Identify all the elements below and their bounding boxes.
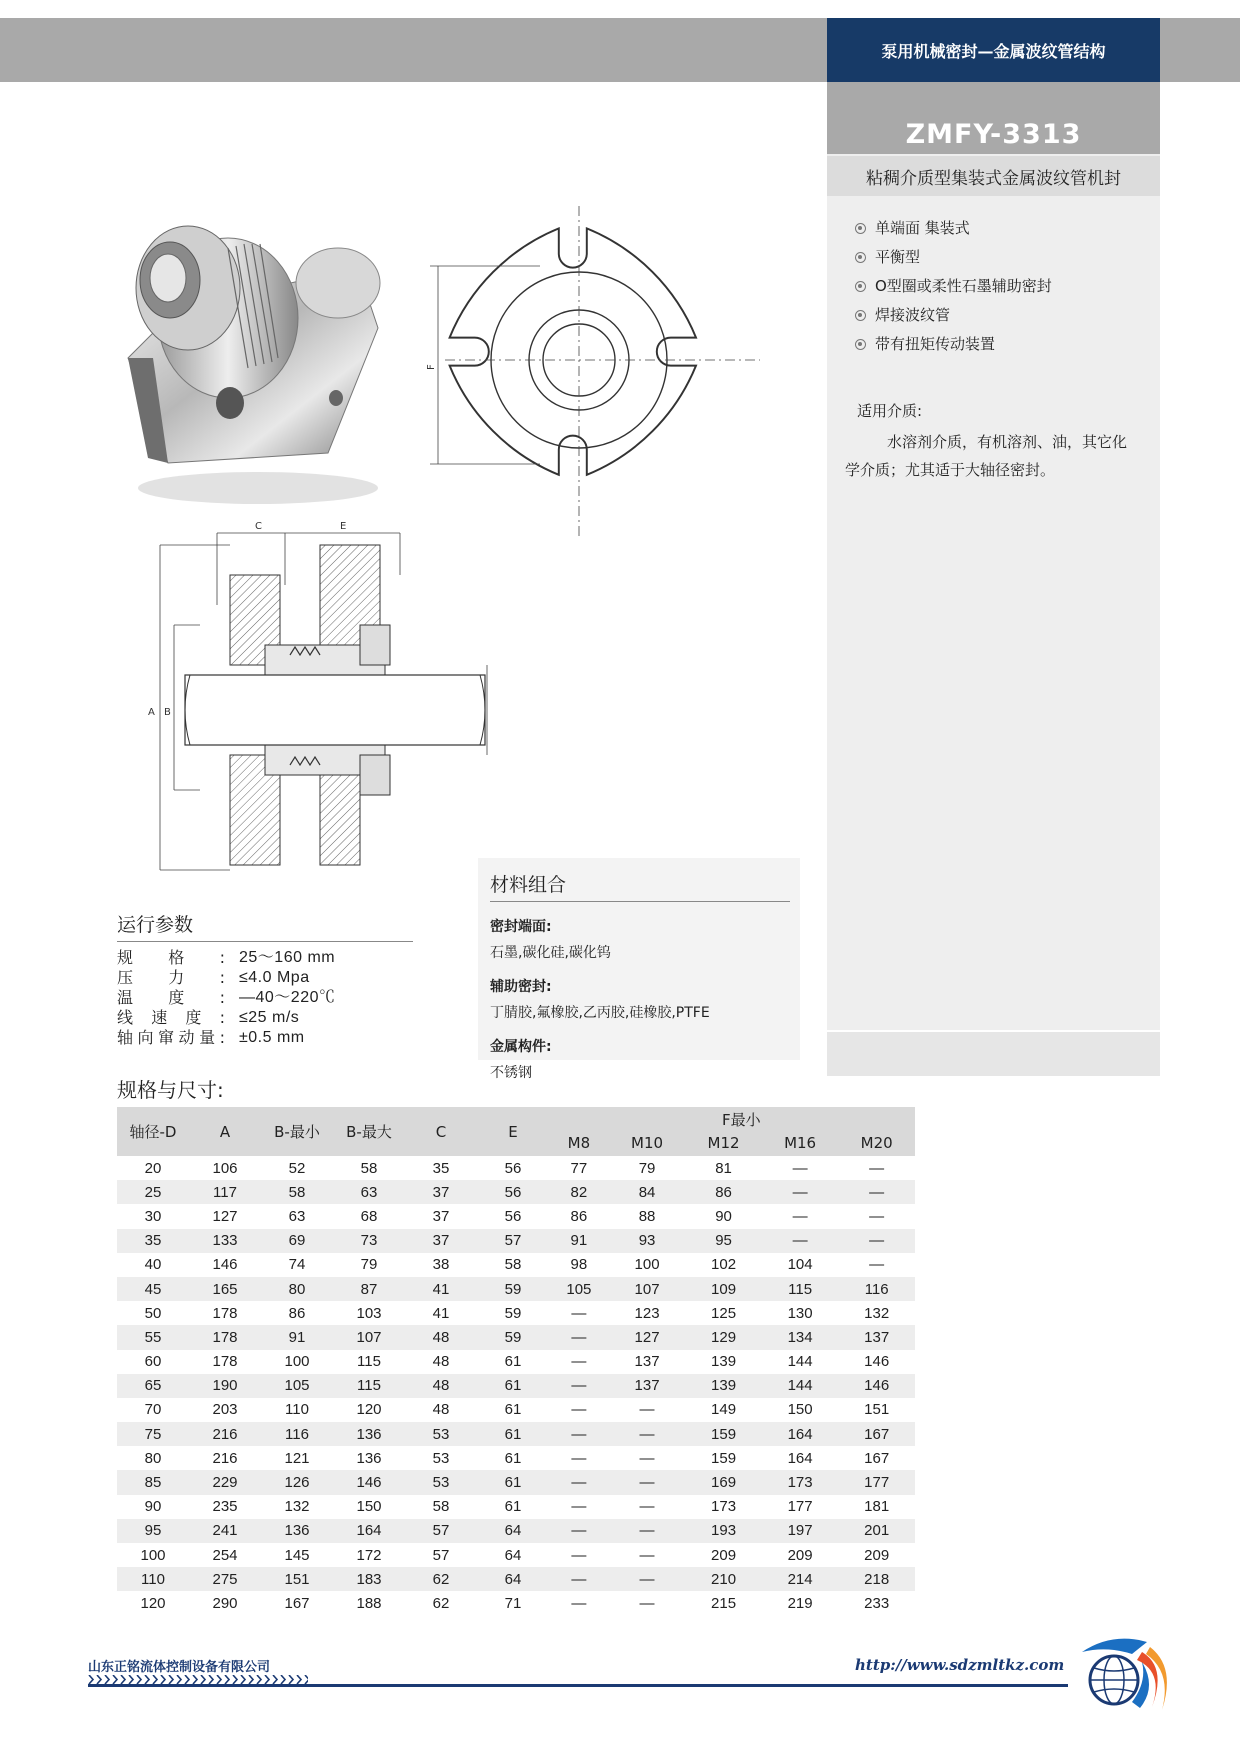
aux-seal-label: 辅助密封:: [490, 979, 552, 995]
table-cell: 181: [838, 1495, 915, 1519]
table-cell: 126: [261, 1470, 333, 1494]
metal-parts-value: 不锈钢: [490, 1065, 532, 1081]
table-row: [117, 1446, 915, 1470]
table-cell: 25: [117, 1180, 189, 1204]
svg-text:A: A: [148, 707, 155, 718]
feature-item: O型圈或柔性石墨辅助密封: [855, 272, 1052, 301]
table-cell: 59: [477, 1301, 549, 1325]
params-table: [117, 948, 336, 1048]
table-cell: 37: [405, 1229, 477, 1253]
table-cell: 214: [762, 1567, 839, 1591]
table-cell: 69: [261, 1229, 333, 1253]
table-cell: 79: [609, 1156, 686, 1180]
table-cell: 95: [685, 1229, 762, 1253]
table-row: [117, 1470, 915, 1494]
table-cell: 60: [117, 1350, 189, 1374]
param-row: 压力: ≤4.0 Mpa: [117, 968, 310, 987]
table-cell: 173: [685, 1495, 762, 1519]
seal-face-value: 石墨,碳化硅,碳化钨: [490, 945, 611, 961]
table-cell: 132: [261, 1495, 333, 1519]
table-cell: 178: [189, 1325, 261, 1349]
table-cell: 164: [762, 1446, 839, 1470]
param-row: 温度: —40～220℃: [117, 988, 336, 1007]
table-cell: 132: [838, 1301, 915, 1325]
col-header: E: [477, 1107, 549, 1156]
table-cell: 86: [261, 1301, 333, 1325]
table-cell: —: [549, 1301, 609, 1325]
chevron-strip: [88, 1675, 1068, 1684]
table-cell: 188: [333, 1591, 405, 1615]
seal-face-label: 密封端面:: [490, 919, 552, 935]
table-cell: 123: [609, 1301, 686, 1325]
table-cell: 73: [333, 1229, 405, 1253]
table-cell: 41: [405, 1301, 477, 1325]
table-cell: 150: [762, 1398, 839, 1422]
table-cell: 209: [685, 1543, 762, 1567]
product-photo: [108, 208, 398, 508]
table-cell: 48: [405, 1325, 477, 1349]
table-cell: 20: [117, 1156, 189, 1180]
table-cell: 71: [477, 1591, 549, 1615]
table-cell: 183: [333, 1567, 405, 1591]
table-cell: 70: [117, 1398, 189, 1422]
table-cell: 65: [117, 1374, 189, 1398]
table-cell: 57: [405, 1519, 477, 1543]
feature-item: 平衡型: [855, 243, 1052, 272]
table-cell: 115: [333, 1350, 405, 1374]
table-cell: 98: [549, 1253, 609, 1277]
front-view-drawing: [426, 206, 770, 536]
table-cell: 105: [261, 1374, 333, 1398]
table-row: [117, 1495, 915, 1519]
table-row: [117, 1180, 915, 1204]
table-cell: 48: [405, 1374, 477, 1398]
table-cell: 193: [685, 1519, 762, 1543]
table-cell: 139: [685, 1374, 762, 1398]
table-cell: 130: [762, 1301, 839, 1325]
category-title: 泵用机械密封—金属波纹管结构: [827, 18, 1160, 82]
table-cell: 159: [685, 1422, 762, 1446]
table-cell: 58: [333, 1156, 405, 1180]
table-cell: 48: [405, 1350, 477, 1374]
table-cell: 146: [189, 1253, 261, 1277]
table-cell: 275: [189, 1567, 261, 1591]
table-cell: 91: [261, 1325, 333, 1349]
table-cell: 53: [405, 1446, 477, 1470]
table-cell: 59: [477, 1277, 549, 1301]
svg-text:E: E: [340, 521, 347, 532]
product-name: 粘稠介质型集装式金属波纹管机封: [827, 156, 1160, 196]
table-cell: 35: [117, 1229, 189, 1253]
table-cell: —: [838, 1180, 915, 1204]
spec-header-row: [117, 1107, 915, 1130]
table-cell: 120: [333, 1398, 405, 1422]
table-cell: —: [549, 1446, 609, 1470]
table-cell: 86: [685, 1180, 762, 1204]
table-row: [117, 1204, 915, 1228]
materials-title: 材料组合: [490, 870, 790, 902]
table-cell: —: [549, 1543, 609, 1567]
feature-item: 单端面 集装式: [855, 214, 1052, 243]
col-header: C: [405, 1107, 477, 1156]
col-header: A: [189, 1107, 261, 1156]
table-cell: 117: [189, 1180, 261, 1204]
company-logo-icon: [1072, 1632, 1180, 1712]
table-cell: —: [762, 1180, 839, 1204]
table-cell: 216: [189, 1422, 261, 1446]
table-cell: —: [549, 1398, 609, 1422]
table-cell: 85: [117, 1470, 189, 1494]
table-cell: 216: [189, 1446, 261, 1470]
table-cell: 203: [189, 1398, 261, 1422]
col-header: M12: [685, 1130, 762, 1156]
table-cell: 146: [838, 1374, 915, 1398]
table-cell: 30: [117, 1204, 189, 1228]
table-cell: 64: [477, 1567, 549, 1591]
table-cell: 61: [477, 1470, 549, 1494]
table-cell: 74: [261, 1253, 333, 1277]
table-row: [117, 1156, 915, 1180]
table-cell: 61: [477, 1398, 549, 1422]
table-cell: —: [609, 1495, 686, 1519]
table-cell: 110: [117, 1567, 189, 1591]
table-cell: 107: [609, 1277, 686, 1301]
svg-text:B: B: [164, 707, 171, 718]
table-cell: —: [838, 1253, 915, 1277]
media-description: 水溶剂介质，有机溶剂、油，其它化学介质；尤其适于大轴径密封。: [845, 433, 1128, 479]
table-cell: —: [838, 1229, 915, 1253]
table-cell: 201: [838, 1519, 915, 1543]
table-cell: 80: [117, 1446, 189, 1470]
table-cell: 165: [189, 1277, 261, 1301]
table-cell: 167: [261, 1591, 333, 1615]
table-cell: 136: [333, 1446, 405, 1470]
table-cell: 61: [477, 1495, 549, 1519]
table-cell: 59: [477, 1325, 549, 1349]
table-row: [117, 1350, 915, 1374]
table-cell: 62: [405, 1567, 477, 1591]
side-panel-footer: [827, 1030, 1160, 1076]
svg-text:F: F: [426, 364, 437, 370]
table-cell: —: [609, 1422, 686, 1446]
media-title: 适用介质:: [857, 402, 923, 420]
table-cell: —: [609, 1591, 686, 1615]
table-cell: 37: [405, 1204, 477, 1228]
col-header: B-最大: [333, 1107, 405, 1156]
col-header: M20: [838, 1130, 915, 1156]
table-cell: —: [609, 1567, 686, 1591]
table-cell: 177: [762, 1495, 839, 1519]
table-cell: 116: [838, 1277, 915, 1301]
table-cell: —: [549, 1519, 609, 1543]
table-row: [117, 1398, 915, 1422]
table-cell: 64: [477, 1543, 549, 1567]
spec-table-body: [117, 1156, 915, 1616]
table-cell: 167: [838, 1446, 915, 1470]
col-header: M8: [549, 1130, 609, 1156]
table-cell: 107: [333, 1325, 405, 1349]
table-cell: 48: [405, 1398, 477, 1422]
spec-title: 规格与尺寸:: [117, 1078, 224, 1102]
table-row: [117, 1519, 915, 1543]
table-cell: 81: [685, 1156, 762, 1180]
table-cell: —: [549, 1374, 609, 1398]
table-cell: 102: [685, 1253, 762, 1277]
table-cell: 254: [189, 1543, 261, 1567]
table-cell: 106: [189, 1156, 261, 1180]
table-row: [117, 1277, 915, 1301]
table-cell: 86: [549, 1204, 609, 1228]
table-cell: —: [762, 1204, 839, 1228]
table-cell: 197: [762, 1519, 839, 1543]
table-cell: 115: [762, 1277, 839, 1301]
model-number: ZMFY-3313: [827, 82, 1160, 154]
table-cell: 136: [261, 1519, 333, 1543]
table-cell: 62: [405, 1591, 477, 1615]
table-cell: 178: [189, 1350, 261, 1374]
table-cell: 159: [685, 1446, 762, 1470]
material-combination: [490, 870, 790, 1082]
table-cell: 45: [117, 1277, 189, 1301]
table-cell: 145: [261, 1543, 333, 1567]
table-cell: 100: [117, 1543, 189, 1567]
table-cell: 63: [261, 1204, 333, 1228]
table-cell: 93: [609, 1229, 686, 1253]
table-cell: 109: [685, 1277, 762, 1301]
circle-bullet-icon: [855, 281, 866, 292]
table-cell: 41: [405, 1277, 477, 1301]
table-cell: 37: [405, 1180, 477, 1204]
table-cell: 149: [685, 1398, 762, 1422]
table-row: [117, 1543, 915, 1567]
table-cell: 133: [189, 1229, 261, 1253]
table-cell: 178: [189, 1301, 261, 1325]
spec-table: [117, 1107, 915, 1616]
table-cell: 58: [261, 1180, 333, 1204]
table-cell: 80: [261, 1277, 333, 1301]
table-row: [117, 1325, 915, 1349]
table-cell: 79: [333, 1253, 405, 1277]
table-cell: —: [838, 1156, 915, 1180]
table-cell: —: [609, 1446, 686, 1470]
table-cell: 125: [685, 1301, 762, 1325]
table-cell: 91: [549, 1229, 609, 1253]
table-cell: 137: [838, 1325, 915, 1349]
table-cell: 110: [261, 1398, 333, 1422]
table-cell: 173: [762, 1470, 839, 1494]
table-cell: 38: [405, 1253, 477, 1277]
running-parameters: [117, 910, 413, 1048]
table-row: [117, 1253, 915, 1277]
table-cell: —: [549, 1470, 609, 1494]
feature-item: 焊接波纹管: [855, 301, 1052, 330]
table-cell: 139: [685, 1350, 762, 1374]
table-cell: 209: [838, 1543, 915, 1567]
table-cell: 137: [609, 1374, 686, 1398]
table-cell: 219: [762, 1591, 839, 1615]
table-row: [117, 1567, 915, 1591]
table-cell: 61: [477, 1350, 549, 1374]
table-cell: 169: [685, 1470, 762, 1494]
table-cell: 167: [838, 1422, 915, 1446]
table-cell: 40: [117, 1253, 189, 1277]
table-cell: 115: [333, 1374, 405, 1398]
circle-bullet-icon: [855, 223, 866, 234]
aux-seal-value: 丁腈胶,氟橡胶,乙丙胶,硅橡胶,PTFE: [490, 1005, 710, 1021]
table-cell: 164: [762, 1422, 839, 1446]
table-row: [117, 1422, 915, 1446]
table-cell: 127: [189, 1204, 261, 1228]
table-cell: 56: [477, 1180, 549, 1204]
table-cell: 82: [549, 1180, 609, 1204]
section-view-drawing: [148, 515, 500, 875]
table-cell: 53: [405, 1422, 477, 1446]
table-row: [117, 1374, 915, 1398]
table-cell: 177: [838, 1470, 915, 1494]
param-row: 轴向窜动量: ±0.5 mm: [117, 1028, 305, 1047]
table-cell: —: [609, 1519, 686, 1543]
table-cell: —: [549, 1567, 609, 1591]
table-cell: 235: [189, 1495, 261, 1519]
table-row: [117, 1229, 915, 1253]
table-cell: 121: [261, 1446, 333, 1470]
table-cell: —: [762, 1229, 839, 1253]
table-cell: 218: [838, 1567, 915, 1591]
table-cell: 210: [685, 1567, 762, 1591]
table-cell: 95: [117, 1519, 189, 1543]
table-cell: —: [609, 1398, 686, 1422]
table-cell: 229: [189, 1470, 261, 1494]
table-cell: 100: [609, 1253, 686, 1277]
table-cell: 64: [477, 1519, 549, 1543]
circle-bullet-icon: [855, 339, 866, 350]
company-name: 山东正铭流体控制设备有限公司: [88, 1660, 271, 1675]
table-cell: —: [549, 1350, 609, 1374]
table-cell: 61: [477, 1422, 549, 1446]
feature-item: 带有扭矩传动装置: [855, 330, 1052, 359]
table-cell: 146: [333, 1470, 405, 1494]
table-cell: 61: [477, 1446, 549, 1470]
table-cell: 233: [838, 1591, 915, 1615]
table-cell: 100: [261, 1350, 333, 1374]
table-cell: 84: [609, 1180, 686, 1204]
table-cell: 144: [762, 1374, 839, 1398]
table-cell: 103: [333, 1301, 405, 1325]
table-cell: 90: [117, 1495, 189, 1519]
table-cell: 134: [762, 1325, 839, 1349]
table-cell: —: [549, 1591, 609, 1615]
col-header: M16: [762, 1130, 839, 1156]
table-cell: 150: [333, 1495, 405, 1519]
table-cell: 209: [762, 1543, 839, 1567]
table-cell: 53: [405, 1470, 477, 1494]
table-cell: 58: [405, 1495, 477, 1519]
table-cell: —: [762, 1156, 839, 1180]
table-cell: 290: [189, 1591, 261, 1615]
table-cell: 56: [477, 1204, 549, 1228]
table-cell: 146: [838, 1350, 915, 1374]
svg-text:C: C: [255, 521, 262, 532]
table-cell: 151: [261, 1567, 333, 1591]
table-cell: 137: [609, 1350, 686, 1374]
table-cell: 50: [117, 1301, 189, 1325]
table-cell: 129: [685, 1325, 762, 1349]
feature-list: [855, 214, 1052, 359]
table-cell: 75: [117, 1422, 189, 1446]
table-cell: 215: [685, 1591, 762, 1615]
param-row: 规格: 25～160 mm: [117, 948, 336, 967]
table-cell: 151: [838, 1398, 915, 1422]
table-cell: 55: [117, 1325, 189, 1349]
footer-rule: [88, 1684, 1068, 1687]
table-cell: 68: [333, 1204, 405, 1228]
col-header: B-最小: [261, 1107, 333, 1156]
table-cell: —: [609, 1470, 686, 1494]
f-min-header: F最小: [549, 1107, 915, 1130]
table-row: [117, 1301, 915, 1325]
table-cell: 172: [333, 1543, 405, 1567]
table-cell: 88: [609, 1204, 686, 1228]
table-cell: 35: [405, 1156, 477, 1180]
param-row: 线速度: ≤25 m/s: [117, 1008, 300, 1027]
metal-parts-label: 金属构件:: [490, 1039, 552, 1055]
table-cell: 105: [549, 1277, 609, 1301]
table-cell: 52: [261, 1156, 333, 1180]
table-cell: 120: [117, 1591, 189, 1615]
table-cell: —: [609, 1543, 686, 1567]
col-header: 轴径-D: [117, 1107, 189, 1156]
table-cell: 104: [762, 1253, 839, 1277]
table-cell: 87: [333, 1277, 405, 1301]
table-cell: 56: [477, 1156, 549, 1180]
table-cell: 58: [477, 1253, 549, 1277]
table-cell: 61: [477, 1374, 549, 1398]
circle-bullet-icon: [855, 310, 866, 321]
table-cell: 63: [333, 1180, 405, 1204]
table-cell: 136: [333, 1422, 405, 1446]
params-title: 运行参数: [117, 910, 413, 942]
table-cell: 57: [405, 1543, 477, 1567]
table-cell: 57: [477, 1229, 549, 1253]
table-cell: —: [549, 1495, 609, 1519]
table-cell: 164: [333, 1519, 405, 1543]
table-cell: 90: [685, 1204, 762, 1228]
website-url: http://www.sdzmltkz.com: [855, 1656, 1065, 1674]
table-cell: 116: [261, 1422, 333, 1446]
table-cell: 77: [549, 1156, 609, 1180]
table-row: [117, 1591, 915, 1615]
table-cell: —: [838, 1204, 915, 1228]
table-cell: —: [549, 1422, 609, 1446]
table-cell: 127: [609, 1325, 686, 1349]
col-header: M10: [609, 1130, 686, 1156]
table-cell: 144: [762, 1350, 839, 1374]
table-cell: —: [549, 1325, 609, 1349]
table-cell: 241: [189, 1519, 261, 1543]
table-cell: 190: [189, 1374, 261, 1398]
circle-bullet-icon: [855, 252, 866, 263]
